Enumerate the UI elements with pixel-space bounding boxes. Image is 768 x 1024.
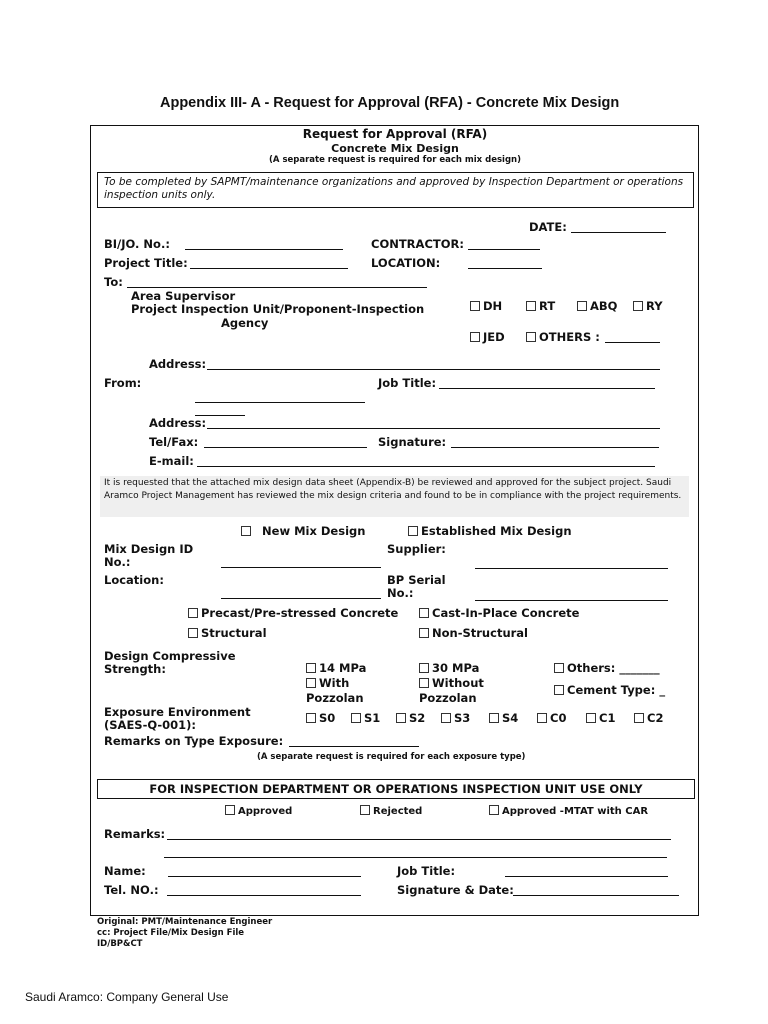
checkbox-icon[interactable] [537,713,547,723]
checkbox-icon[interactable] [634,713,644,723]
instruction-text: To be completed by SAPMT/maintenance organizations and approved by Inspection Department or operations inspection units only. [104,176,684,201]
remarks-field-2[interactable] [164,857,667,858]
checkbox-icon[interactable] [306,663,316,673]
form-note: (A separate request is required for each mix design) [269,155,521,165]
form-title: Request for Approval (RFA) [302,127,488,141]
checkbox-icon[interactable] [470,332,480,342]
exposure-c0[interactable]: C0 [537,711,566,725]
insp-job-title-label: Job Title: [397,864,456,878]
location-label: LOCATION: [371,256,441,270]
new-mix-option[interactable]: New Mix Design [241,524,365,538]
pozzolan-label-1: Pozzolan [306,691,364,705]
mix-id-label-2: No.: [104,555,131,569]
tel-field[interactable] [167,895,361,896]
area-dh[interactable]: DH [470,299,502,313]
checkbox-icon[interactable] [419,663,429,673]
with-pozzolan-option[interactable]: With [306,676,349,690]
contractor-label: CONTRACTOR: [371,237,464,251]
job-title-field[interactable] [439,388,655,389]
telfax-field[interactable] [204,447,367,448]
inspection-heading: FOR INSPECTION DEPARTMENT OR OPERATIONS INSPECTION UNIT USE ONLY [149,782,643,796]
checkbox-icon[interactable] [577,301,587,311]
area-rt[interactable]: RT [526,299,555,313]
email-field[interactable] [197,466,655,467]
structural-option[interactable]: Structural [188,626,267,640]
checkbox-icon[interactable] [554,685,564,695]
address1-field[interactable] [207,369,660,370]
bp-serial-label: BP Serial [387,573,446,587]
without-pozzolan-option[interactable]: Without [419,676,484,690]
location-field[interactable] [468,268,542,269]
exposure-s4[interactable]: S4 [489,711,518,725]
exposure-label: Exposure Environment [104,705,251,719]
footer-original: Original: PMT/Maintenance Engineer [97,917,273,927]
checkbox-icon[interactable] [360,805,370,815]
checkbox-icon[interactable] [489,713,499,723]
checkbox-icon[interactable] [408,526,418,536]
remarks-field[interactable] [167,839,671,840]
request-text: It is requested that the attached mix design data sheet (Appendix-B) be reviewed and approved for the subject project. Saudi Aramco Project Management has reviewed the mix design criteria and found to be in compliance with the project requirements. [104,478,682,501]
footer-id: ID/BP&CT [97,939,143,949]
checkbox-icon[interactable] [526,301,536,311]
name-field[interactable] [168,876,361,877]
job-title-label: Job Title: [378,376,437,390]
signature-label: Signature: [378,435,447,449]
supplier-field[interactable] [475,568,668,569]
established-mix-option[interactable]: Established Mix Design [408,524,572,538]
rejected-option[interactable]: Rejected [360,805,422,817]
area-ry[interactable]: RY [633,299,663,313]
checkbox-icon[interactable] [633,301,643,311]
checkbox-icon[interactable] [396,713,406,723]
exposure-s3[interactable]: S3 [441,711,470,725]
area-abq[interactable]: ABQ [577,299,617,313]
date-label: DATE: [529,220,567,234]
others-option[interactable]: Others: _______ [554,661,660,675]
exposure-s2[interactable]: S2 [396,711,425,725]
bijo-field[interactable] [185,249,343,250]
project-title-field[interactable] [190,268,348,269]
from-label: From: [104,376,142,390]
mpa30-option[interactable]: 30 MPa [419,661,479,675]
checkbox-icon[interactable] [554,663,564,673]
checkbox-icon[interactable] [188,608,198,618]
checkbox-icon[interactable] [306,678,316,688]
project-title-label: Project Title: [104,256,188,270]
area-others-field[interactable] [605,342,660,343]
remarks-exposure-label: Remarks on Type Exposure: [104,734,284,748]
sigdate-label: Signature & Date: [397,883,514,897]
address2-label: Address: [149,416,207,430]
checkbox-icon[interactable] [419,608,429,618]
area-others[interactable]: OTHERS : [526,330,600,344]
checkbox-icon[interactable] [470,301,480,311]
address1-label: Address: [149,357,207,371]
checkbox-icon[interactable] [306,713,316,723]
signature-field[interactable] [451,447,659,448]
to-label: To: [104,275,123,289]
piu-label: Project Inspection Unit/Proponent-Inspection [131,302,425,316]
checkbox-icon[interactable] [441,713,451,723]
tel-label: Tel. NO.: [104,883,159,897]
non-structural-option[interactable]: Non-Structural [419,626,528,640]
insp-job-title-field[interactable] [505,876,668,877]
supplier-label: Supplier: [387,542,446,556]
area-jed[interactable]: JED [470,330,505,344]
exposure-c1[interactable]: C1 [586,711,615,725]
bijo-label: BI/JO. No.: [104,237,170,251]
email-label: E-mail: [149,454,194,468]
remarks-exposure-field[interactable] [289,746,419,747]
checkbox-icon[interactable] [188,628,198,638]
from-field[interactable] [195,402,365,403]
mix-location-label: Location: [104,573,164,587]
page-title: Appendix III- A - Request for Approval (RFA) - Concrete Mix Design [160,95,620,111]
approved-option[interactable]: Approved [225,805,292,817]
dcs-label-2: Strength: [104,662,166,676]
remarks-label: Remarks: [104,827,166,841]
checkbox-icon[interactable] [351,713,361,723]
checkbox-icon[interactable] [225,805,235,815]
form-subtitle: Concrete Mix Design [331,142,459,155]
checkbox-icon[interactable] [586,713,596,723]
exposure-note: (A separate request is required for each exposure type) [257,752,526,762]
agency-label: Agency [221,316,269,330]
mpa14-option[interactable]: 14 MPa [306,661,366,675]
mix-location-field[interactable] [221,598,381,599]
area-supervisor-label: Area Supervisor [131,289,236,303]
cement-type-option[interactable]: Cement Type: _ [554,683,665,697]
cast-in-place-option[interactable]: Cast-In-Place Concrete [419,606,579,620]
telfax-label: Tel/Fax: [149,435,199,449]
exposure-label-2: (SAES-Q-001): [104,718,196,732]
checkbox-icon[interactable] [419,678,429,688]
exposure-c2[interactable]: C2 [634,711,663,725]
mix-id-field[interactable] [221,567,381,568]
pozzolan-label-2: Pozzolan [419,691,477,705]
sigdate-field[interactable] [513,895,679,896]
checkbox-icon[interactable] [489,805,499,815]
checkbox-icon[interactable] [419,628,429,638]
date-field[interactable] [571,232,666,233]
exposure-s0[interactable]: S0 [306,711,335,725]
checkbox-icon[interactable] [241,526,251,536]
exposure-s1[interactable]: S1 [351,711,380,725]
contractor-field[interactable] [468,249,540,250]
approved-car-option[interactable]: Approved -MTAT with CAR [489,805,648,817]
page-footer: Saudi Aramco: Company General Use [25,990,229,1004]
to-field[interactable] [127,287,427,288]
address2-field[interactable] [207,428,660,429]
mix-id-label: Mix Design ID [104,542,194,556]
name-label: Name: [104,864,146,878]
bp-serial-field[interactable] [475,600,668,601]
checkbox-icon[interactable] [526,332,536,342]
dcs-label: Design Compressive [104,649,236,663]
precast-option[interactable]: Precast/Pre-stressed Concrete [188,606,398,620]
footer-cc: cc: Project File/Mix Design File [97,928,245,938]
bp-serial-label-2: No.: [387,586,414,600]
